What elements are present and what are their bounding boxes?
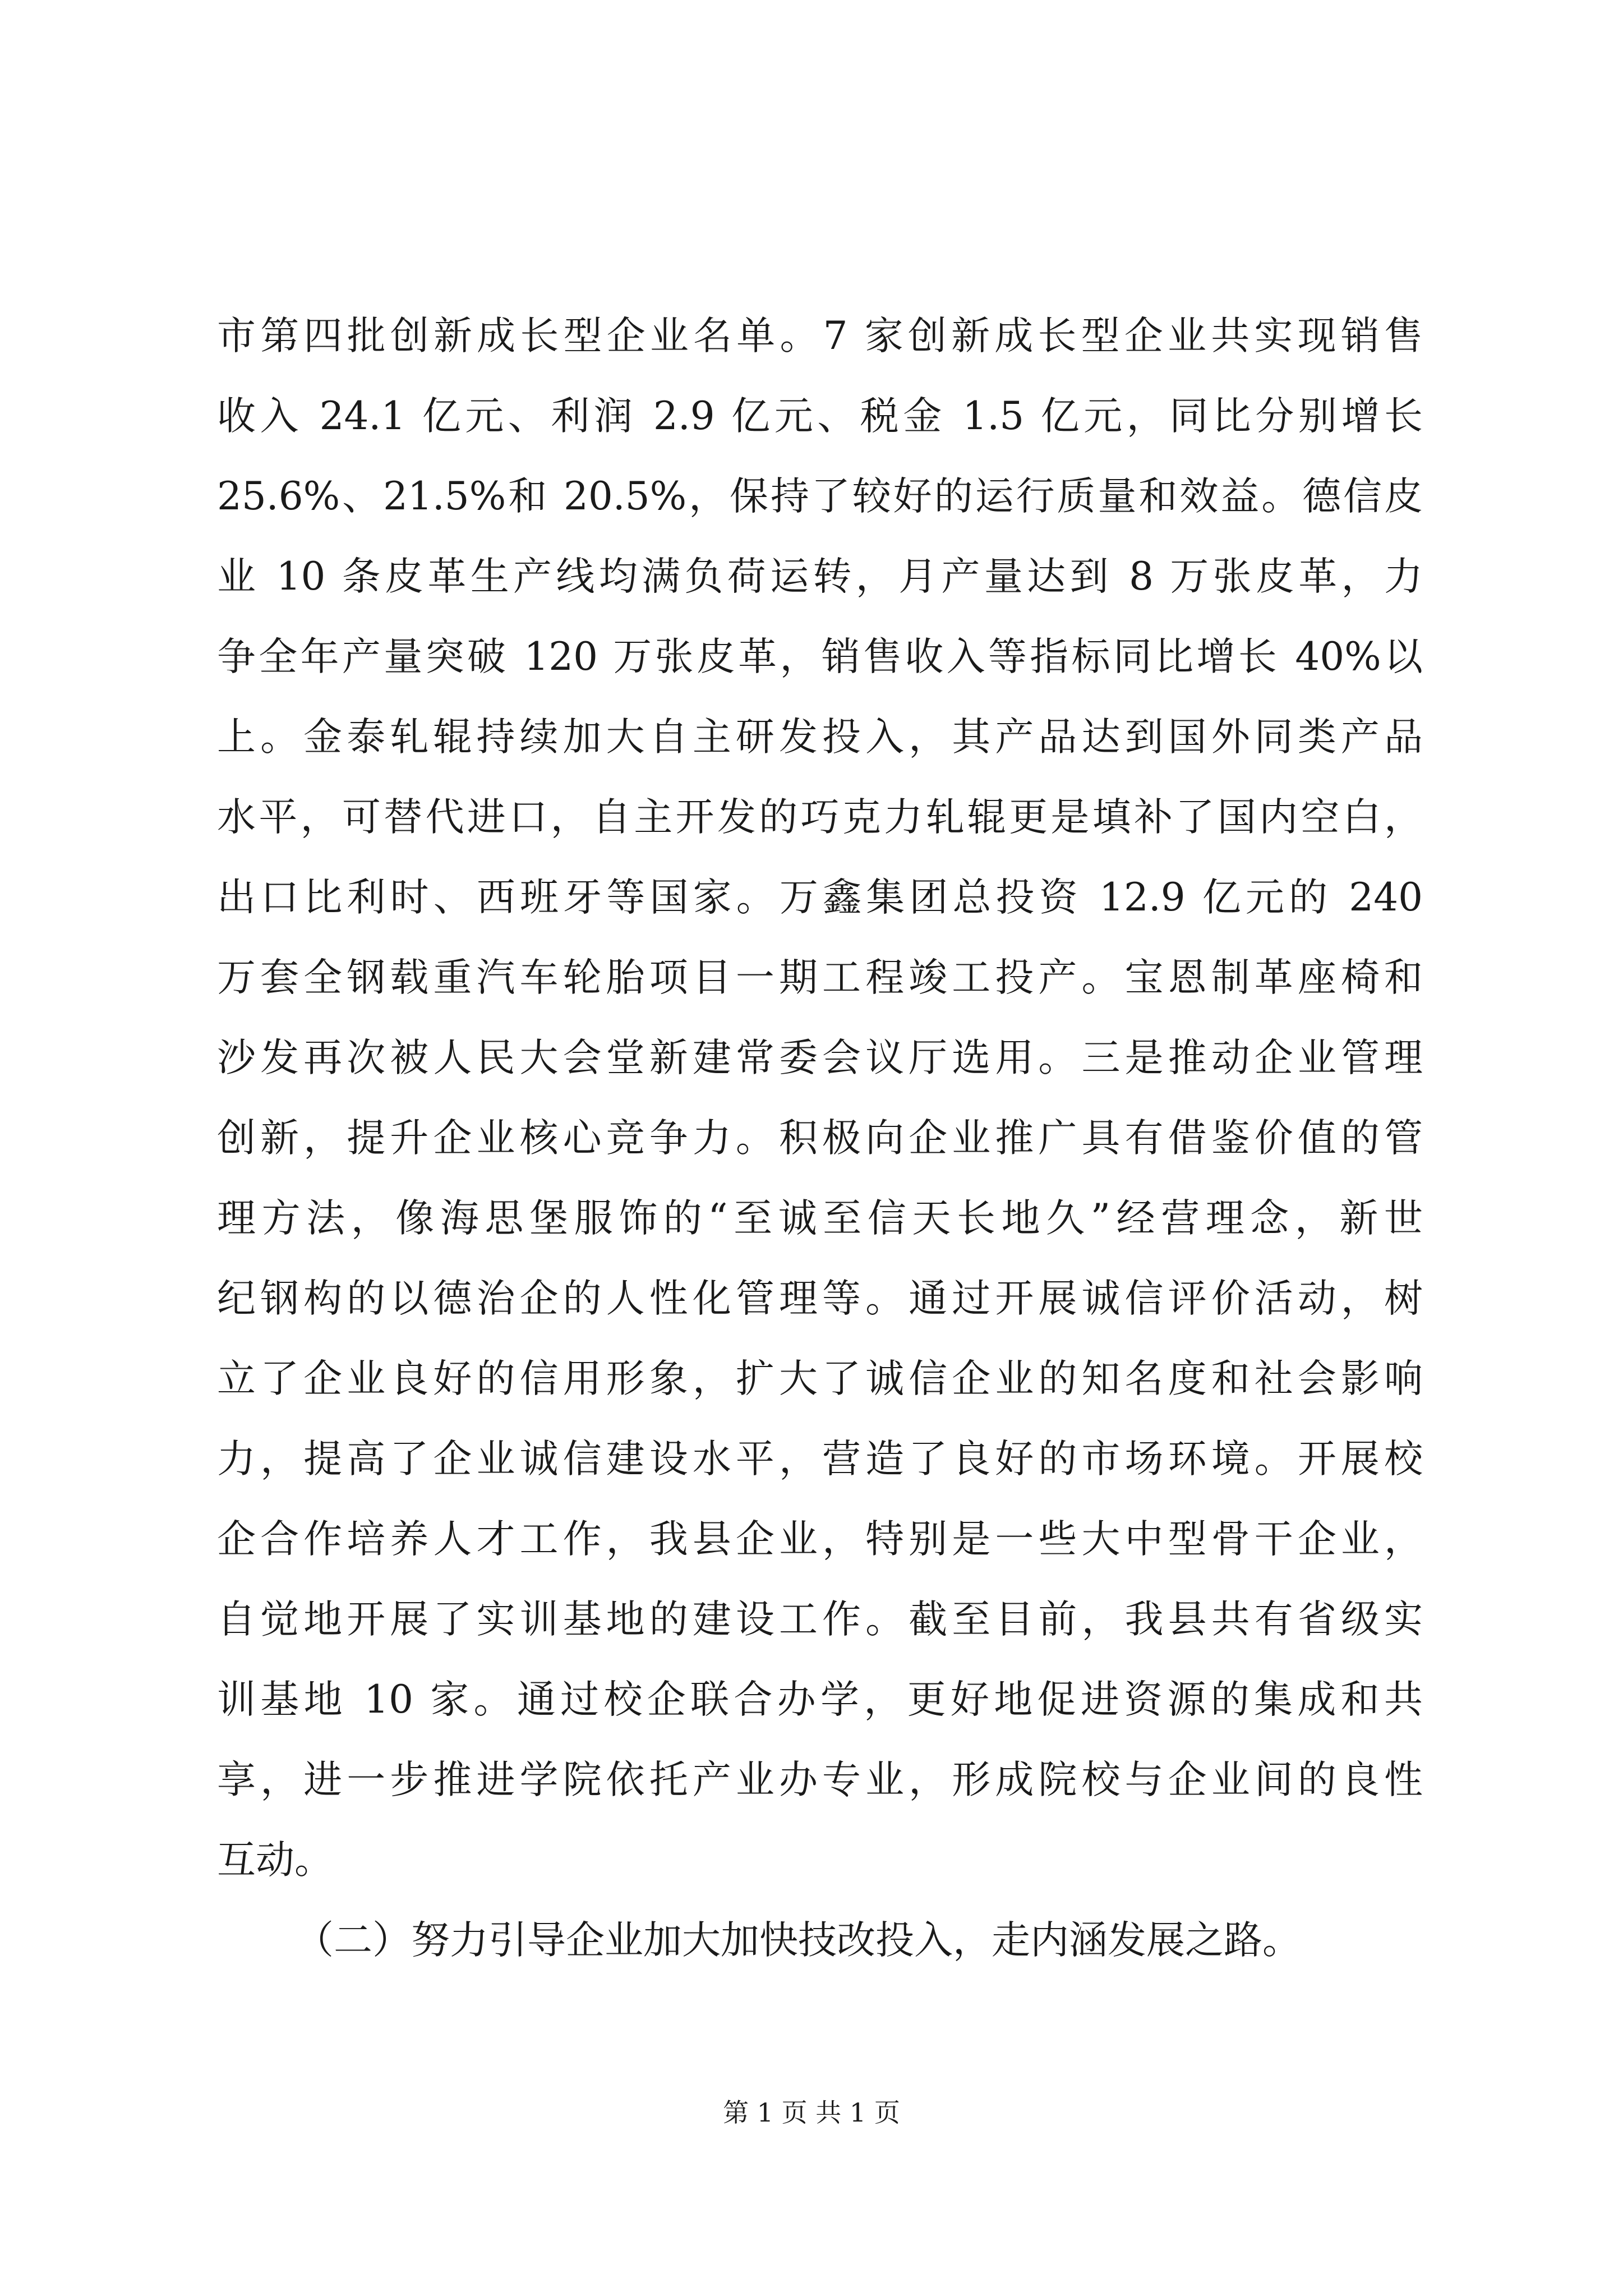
text-line: 25.6%、21.5%和 20.5%，保持了较好的运行质量和效益。德信皮 (217, 474, 1423, 519)
page-footer: 第 1 页 共 1 页 (723, 2097, 900, 2128)
text-line: 水平，可替代进口，自主开发的巧克力轧辊更是填补了国内空白， (217, 795, 1423, 840)
text-line: 上。金泰轧辊持续加大自主研发投入，其产品达到国外同类产品 (217, 715, 1423, 760)
section-heading: （二）努力引导企业加大加快技改投入，走内涵发展之路。 (295, 1918, 1301, 1963)
text-line: 训基地 10 家。通过校企联合办学，更好地促进资源的集成和共 (217, 1677, 1423, 1722)
text-line: 纪钢构的以德治企的人性化管理等。通过开展诚信评价活动，树 (217, 1276, 1423, 1321)
text-line: 争全年产量突破 120 万张皮革，销售收入等指标同比增长 40%以 (217, 634, 1423, 679)
text-line: 出口比利时、西班牙等国家。万鑫集团总投资 12.9 亿元的 240 (217, 875, 1423, 920)
text-line: 沙发再次被人民大会堂新建常委会议厅选用。三是推动企业管理 (217, 1036, 1423, 1080)
text-line: 万套全钢载重汽车轮胎项目一期工程竣工投产。宝恩制革座椅和 (217, 955, 1423, 1000)
text-line: 创新，提升企业核心竞争力。积极向企业推广具有借鉴价值的管 (217, 1116, 1423, 1161)
text-line: 享，进一步推进学院依托产业办专业，形成院校与企业间的良性 (217, 1757, 1423, 1802)
body-text (217, 296, 1423, 1981)
text-line: 企合作培养人才工作，我县企业，特别是一些大中型骨干企业， (217, 1517, 1423, 1562)
text-line: 业 10 条皮革生产线均满负荷运转，月产量达到 8 万张皮革，力 (217, 554, 1423, 599)
text-line: 立了企业良好的信用形象，扩大了诚信企业的知名度和社会影响 (217, 1356, 1423, 1401)
text-line: 收入 24.1 亿元、利润 2.9 亿元、税金 1.5 亿元，同比分别增长 (217, 394, 1423, 439)
text-line: 互动。 (217, 1838, 333, 1883)
text-line: 市第四批创新成长型企业名单。7 家创新成长型企业共实现销售 (217, 314, 1423, 358)
text-line: 自觉地开展了实训基地的建设工作。截至目前，我县共有省级实 (217, 1597, 1423, 1642)
text-line: 力，提高了企业诚信建设水平，营造了良好的市场环境。开展校 (217, 1437, 1423, 1481)
text-line: 理方法，像海思堡服饰的“至诚至信天长地久”经营理念，新世 (217, 1196, 1423, 1241)
